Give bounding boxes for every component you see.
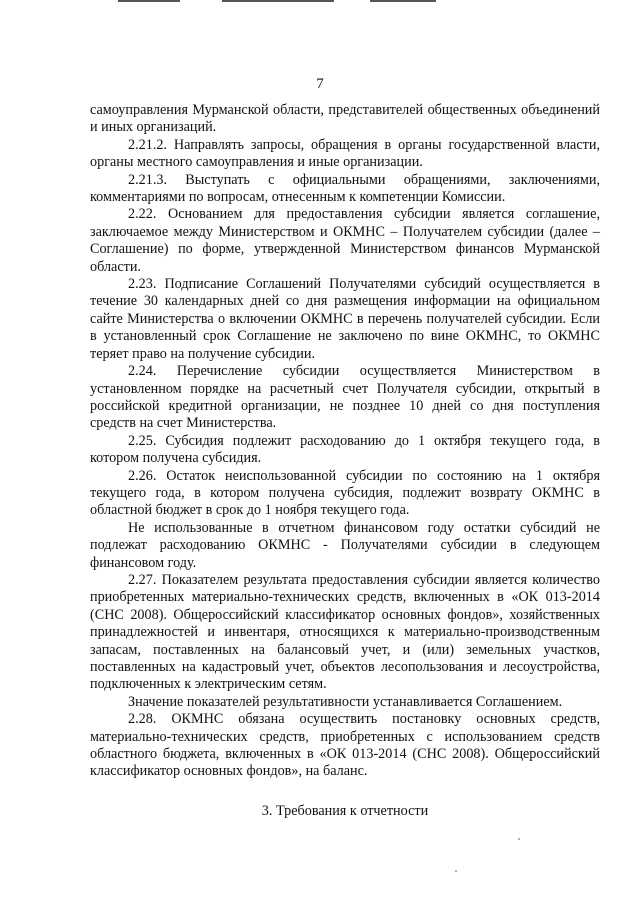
paragraph: Значение показателей результативности устанавливается Соглашением. <box>128 693 563 710</box>
scan-speck <box>455 870 457 872</box>
section-heading: 3. Требования к отчетности <box>261 802 429 819</box>
paragraph: 2.21.2. Направлять запросы, обращения в органы государственной власти, органы местного самоуправления и иные организации. <box>90 136 600 171</box>
paragraph: Не использованные в отчетном финансовом году остатки субсидий не подлежат расходованию ОКМНС - Получателями субсидии в следующем финансовом году. <box>90 519 600 571</box>
paragraph: 2.22. Основанием для предоставления субсидии является соглашение, заключаемое между Министерством и ОКМНС – Получателем субсидии (далее – Соглашение) по форме, утвержденной Министерством финансов Мурманской области. <box>90 206 600 275</box>
paragraph: 2.23. Подписание Соглашений Получателями субсидий осуществляется в течение 30 календарных дней со дня размещения информации на официальном сайте Министерства о включении ОКМНС в перечень получателей субсидии. Если в установленный срок Соглашение не заключено по вине ОКМНС, то ОКМНС теряет право на получение субсидии. <box>90 276 600 362</box>
top-scan-line <box>370 0 436 2</box>
paragraph: 2.21.3. Выступать с официальными обращениями, заключениями, комментариями по вопросам, отнесенным к компетенции Комиссии. <box>90 171 600 206</box>
top-scan-line <box>222 0 334 2</box>
top-scan-line <box>118 0 180 2</box>
paragraph: 2.26. Остаток неиспользованной субсидии по состоянию на 1 октября текущего года, в котором получена субсидия, подлежит возврату ОКМНС в областной бюджет в срок до 1 ноября текущего года. <box>90 467 600 519</box>
page-number: 7 <box>316 76 324 92</box>
paragraph: 2.27. Показателем результата предоставления субсидии является количество приобретенных материально-технических средств, включенных в «ОК 013-2014 (СНС 2008). Общероссийский классификатор основных фондов», хозяйственных принадлежностей и инвентаря, относящихся к материально-производственным запасам, поставленных на балансовый учет, и (или) земельных участков, поставленных на кадастровый учет, объектов лесопользования и лесоустройства, подключенных к электрическим сетям. <box>90 571 600 693</box>
paragraph: 2.28. ОКМНС обязана осуществить постановку основных средств, материально-технических средств, приобретенных с использованием средств областного бюджета, включенных в «ОК 013-2014 (СНС 2008). Общероссийский классификатор основных фондов», на баланс. <box>90 711 600 780</box>
paragraph: 2.24. Перечисление субсидии осуществляется Министерством в установленном порядке на расчетный счет Получателя субсидии, открытый в российской кредитной организации, не позднее 10 дней со дня поступления средств на счет Министерства. <box>90 363 600 432</box>
paragraph: самоуправления Мурманской области, представителей общественных объединений и иных организаций. <box>90 102 600 136</box>
document-body <box>90 102 600 820</box>
scan-speck <box>518 838 520 840</box>
paragraph: 2.25. Субсидия подлежит расходованию до 1 октября текущего года, в котором получена субсидия. <box>90 432 600 467</box>
